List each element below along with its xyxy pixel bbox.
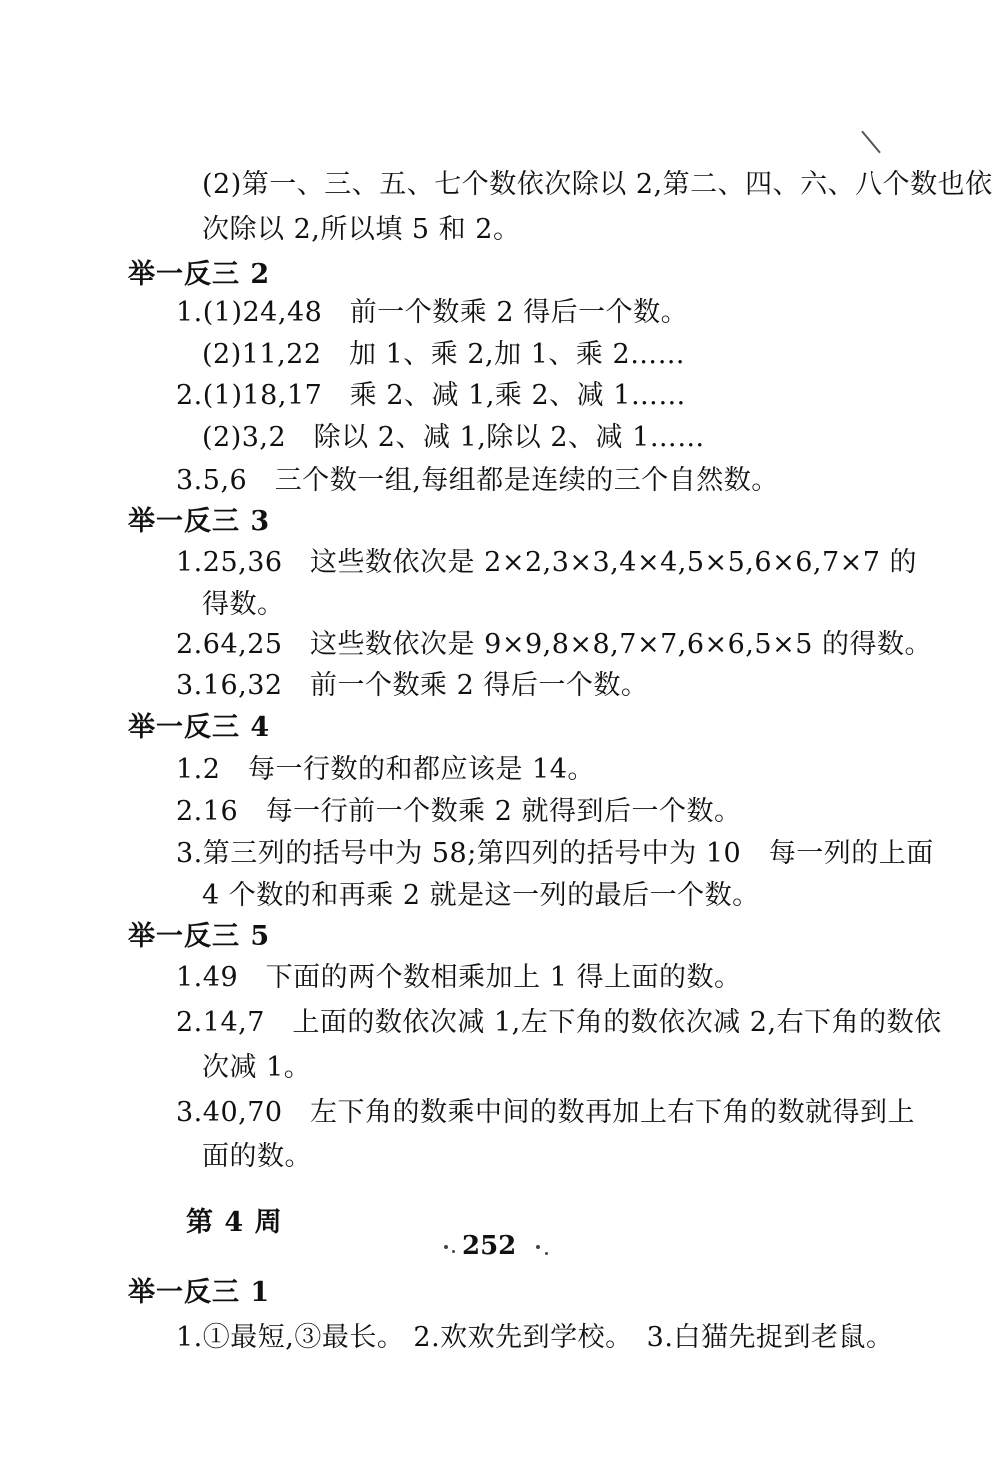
answer-line: 次减 1。 (202, 1052, 312, 1083)
answer-line: 次除以 2,所以填 5 和 2。 (202, 214, 521, 245)
ink-speck (452, 1250, 455, 1253)
answer-line: 面的数。 (202, 1141, 312, 1172)
section-heading: 举一反三 3 (128, 506, 271, 537)
answer-line: 2.16 每一行前一个数乘 2 就得到后一个数。 (176, 796, 742, 827)
answer-line: 1.25,36 这些数依次是 2×2,3×3,4×4,5×5,6×6,7×7 的 (176, 547, 918, 578)
week-heading: 第 4 周 (186, 1207, 283, 1238)
ink-speck (444, 1245, 448, 1249)
section-heading: 举一反三 4 (128, 712, 271, 743)
answer-line: 3.40,70 左下角的数乘中间的数再加上右下角的数就得到上 (176, 1097, 916, 1128)
answer-line: 2.(1)18,17 乘 2、减 1,乘 2、减 1…… (176, 380, 686, 411)
answer-line: 2.64,25 这些数依次是 9×9,8×8,7×7,6×6,5×5 的得数。 (176, 629, 932, 660)
answer-line: 2.14,7 上面的数依次减 1,左下角的数依次减 2,右下角的数依 (176, 1007, 942, 1038)
answer-line: 1.①最短,③最长。 2.欢欢先到学校。 3.白猫先捉到老鼠。 (176, 1322, 894, 1353)
answer-line: 3.16,32 前一个数乘 2 得后一个数。 (176, 670, 649, 701)
answer-line: 3.5,6 三个数一组,每组都是连续的三个自然数。 (176, 465, 779, 496)
section-heading: 举一反三 1 (128, 1277, 271, 1308)
scan-mark (861, 131, 881, 154)
answer-line: (2)11,22 加 1、乘 2,加 1、乘 2…… (202, 339, 686, 370)
answer-line: 1.(1)24,48 前一个数乘 2 得后一个数。 (176, 297, 689, 328)
answer-line: 3.第三列的括号中为 58;第四列的括号中为 10 每一列的上面 (176, 838, 934, 869)
answer-line: 1.2 每一行数的和都应该是 14。 (176, 754, 595, 785)
answer-line: (2)第一、三、五、七个数依次除以 2,第二、四、六、八个数也依 (202, 169, 993, 200)
answer-line: (2)3,2 除以 2、减 1,除以 2、减 1…… (202, 422, 705, 453)
answer-line: 得数。 (202, 589, 285, 620)
ink-speck (545, 1252, 548, 1255)
section-heading: 举一反三 5 (128, 921, 271, 952)
ink-speck (536, 1245, 540, 1249)
answer-line: 1.49 下面的两个数相乘加上 1 得上面的数。 (176, 962, 742, 993)
page-number: 252 (462, 1231, 517, 1261)
answer-line: 4 个数的和再乘 2 就是这一列的最后一个数。 (202, 880, 760, 911)
section-heading: 举一反三 2 (128, 259, 271, 290)
